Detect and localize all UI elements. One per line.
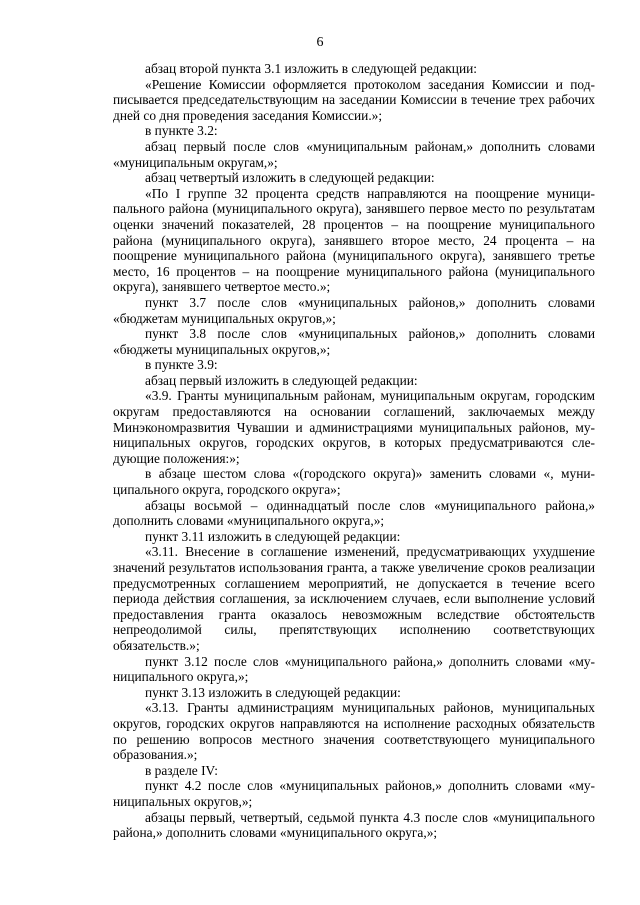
paragraph: «3.9. Гранты муниципальным районам, муниципальным округам, городским округам предоставляются на основании соглашений, заключаемых между Минэкономразвития Чувашии и администрациями муниципальных районов, муниципальных округов, городских округов, в которых предусматриваются следующие положения:»;: [113, 388, 595, 466]
paragraph: пункт 3.12 после слов «муниципального района,» дополнить словами «муниципального округа,»;: [113, 653, 595, 685]
paragraph: абзац первый изложить в следующей редакции:: [145, 372, 418, 388]
paragraph: в пункте 3.9:: [145, 357, 218, 373]
document-body: [113, 61, 595, 841]
paragraph: в разделе IV:: [145, 762, 218, 778]
paragraph: пункт 3.11 изложить в следующей редакции:: [145, 528, 401, 544]
paragraph: «3.13. Гранты администрациям муниципальных районов, муниципальных округов, городских округов направляются на исполнение расходных обязательств по решению вопросов местного значения соответствующего муниципального образования.»;: [113, 700, 595, 763]
paragraph: пункт 3.7 после слов «муниципальных районов,» дополнить словами «бюджетам муниципальных округов,»;: [113, 294, 595, 326]
paragraph: абзац первый после слов «муниципальным районам,» дополнить словами «муниципальным округам,»;: [113, 138, 595, 170]
page-number: 6: [316, 35, 324, 50]
paragraph: абзацы первый, четвертый, седьмой пункта 4.3 после слов «муниципального района,» дополнить словами «муниципального округа,»;: [113, 809, 595, 841]
paragraph: «3.11. Внесение в соглашение изменений, предусматривающих ухудшение значений результатов использования гранта, а также увеличение сроков реализации предусмотренных соглашением мероприятий, не допускается в течение всего периода действия соглашения, за исключением случаев, если выполнение условий предоставления гранта оказалось невозможным вследствие обстоятельств непреодолимой силы, препятствующих исполнению соответствующих обязательств.»;: [113, 544, 595, 653]
paragraph: пункт 4.2 после слов «муниципальных районов,» дополнить словами «муниципальных округов,»;: [113, 778, 595, 809]
paragraph: пункт 3.8 после слов «муниципальных районов,» дополнить словами «бюджеты муниципальных округов,»;: [113, 326, 595, 357]
paragraph: в пункте 3.2:: [145, 123, 218, 139]
paragraph: в абзаце шестом слова «(городского округа)» заменить словами «, муниципального округа, городского округа»;: [113, 466, 595, 498]
paragraph: «По I группе 32 процента средств направляются на поощрение муниципального района (муниципального округа), занявшего первое место по результатам оценки значений показателей, 28 процентов – на поощрение муниципального района (муниципального округа), занявшего второе место, 24 процента – на поощрение муниципального района (муниципального округа), занявшего третье место, 16 процентов – на поощрение муниципального района (муниципального округа), занявшего четвертое место.»;: [113, 185, 595, 295]
paragraph: пункт 3.13 изложить в следующей редакции:: [145, 684, 401, 700]
paragraph: абзац второй пункта 3.1 изложить в следующей редакции:: [145, 61, 478, 76]
paragraph: абзац четвертый изложить в следующей редакции:: [145, 170, 435, 186]
paragraph: абзацы восьмой – одиннадцатый после слов «муниципального района,» дополнить словами «муниципального округа,»;: [113, 497, 595, 529]
paragraph: «Решение Комиссии оформляется протоколом заседания Комиссии и подписывается председательствующим на заседании Комиссии в течение трех рабочих дней со дня проведения заседания Комиссии.»;: [113, 76, 595, 123]
